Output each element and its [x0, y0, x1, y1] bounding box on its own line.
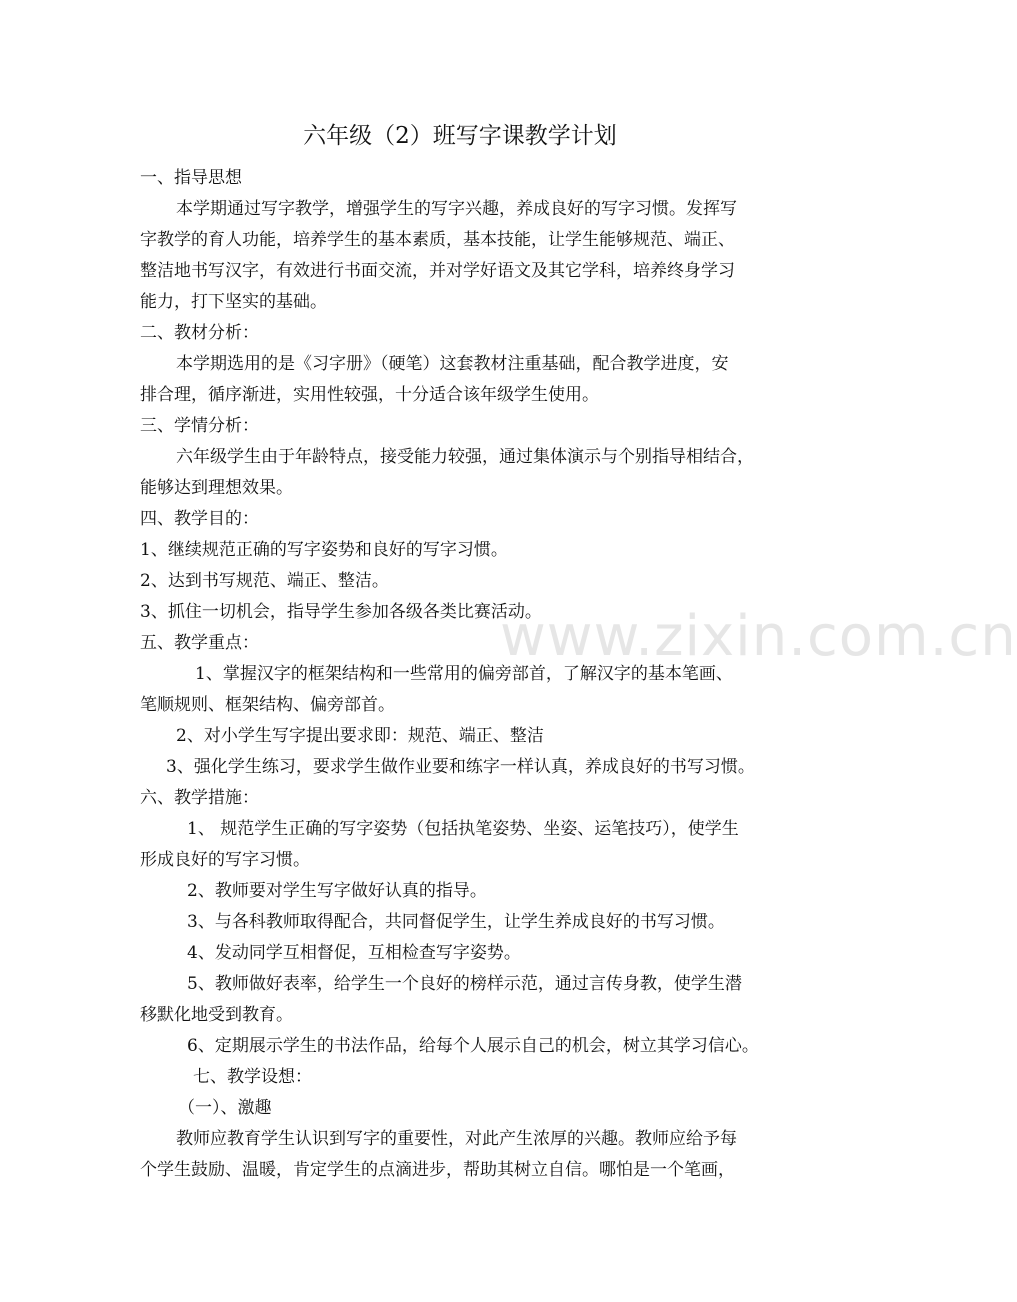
section-heading: 五、教学重点：: [140, 633, 259, 653]
paragraph-line: 本学期通过写字教学，增强学生的写字兴趣，养成良好的写字习惯。发挥写: [176, 199, 737, 219]
document-title: 六年级（2）班写字课教学计划: [303, 123, 617, 149]
paragraph-line: 字教学的育人功能，培养学生的基本素质，基本技能，让学生能够规范、端正、: [140, 230, 735, 250]
list-item: 1、继续规范正确的写字姿势和良好的写字习惯。: [140, 540, 508, 560]
section-heading: 六、教学措施：: [140, 788, 259, 808]
list-item: 3、抓住一切机会，指导学生参加各级各类比赛活动。: [140, 602, 542, 622]
section-heading: 一、指导思想: [140, 168, 242, 188]
section-heading: 四、教学目的：: [140, 509, 259, 529]
paragraph-line: 六年级学生由于年龄特点，接受能力较强，通过集体演示与个别指导相结合，: [176, 447, 754, 467]
list-item: 4、发动同学互相督促，互相检查写字姿势。: [187, 943, 521, 963]
list-item: 3、与各科教师取得配合，共同督促学生，让学生养成良好的书写习惯。: [187, 912, 725, 932]
subsection-heading: （一）、激趣: [178, 1098, 272, 1118]
list-item: 3、强化学生练习，要求学生做作业要和练字一样认真，养成良好的书写习惯。: [166, 757, 755, 777]
paragraph-line: 能够达到理想效果。: [140, 478, 293, 498]
paragraph-line: 整洁地书写汉字，有效进行书面交流，并对学好语文及其它学科，培养终身学习: [140, 261, 735, 281]
paragraph-line: 排合理，循序渐进，实用性较强，十分适合该年级学生使用。: [140, 385, 599, 405]
list-item: 1、 规范学生正确的写字姿势（包括执笔姿势、坐姿、运笔技巧），使学生: [187, 819, 739, 839]
list-item: 2、教师要对学生写字做好认真的指导。: [187, 881, 487, 901]
list-item: 2、对小学生写字提出要求即：规范、端正、整洁: [176, 726, 544, 746]
list-item: 2、达到书写规范、端正、整洁。: [140, 571, 389, 591]
list-item: 6、定期展示学生的书法作品，给每个人展示自己的机会，树立其学习信心。: [187, 1036, 759, 1056]
list-item: 1、掌握汉字的框架结构和一些常用的偏旁部首，了解汉字的基本笔画、: [195, 664, 733, 684]
list-item: 5、教师做好表率，给学生一个良好的榜样示范，通过言传身教，使学生潜: [187, 974, 742, 994]
paragraph-line: 个学生鼓励、温暖，肯定学生的点滴进步，帮助其树立自信。哪怕是一个笔画，: [140, 1160, 735, 1180]
section-heading: 三、学情分析：: [140, 416, 259, 436]
section-heading: 七、教学设想：: [193, 1067, 312, 1087]
paragraph-line: 笔顺规则、框架结构、偏旁部首。: [140, 695, 395, 715]
paragraph-line: 移默化地受到教育。: [140, 1005, 293, 1025]
paragraph-line: 形成良好的写字习惯。: [140, 850, 310, 870]
section-heading: 二、教材分析：: [140, 323, 259, 343]
paragraph-line: 教师应教育学生认识到写字的重要性，对此产生浓厚的兴趣。教师应给予每: [176, 1129, 737, 1149]
watermark: www.zixin.com.cn: [500, 604, 1017, 669]
paragraph-line: 本学期选用的是《习字册》（硬笔）这套教材注重基础，配合教学进度，安: [176, 354, 729, 374]
paragraph-line: 能力，打下坚实的基础。: [140, 292, 327, 312]
